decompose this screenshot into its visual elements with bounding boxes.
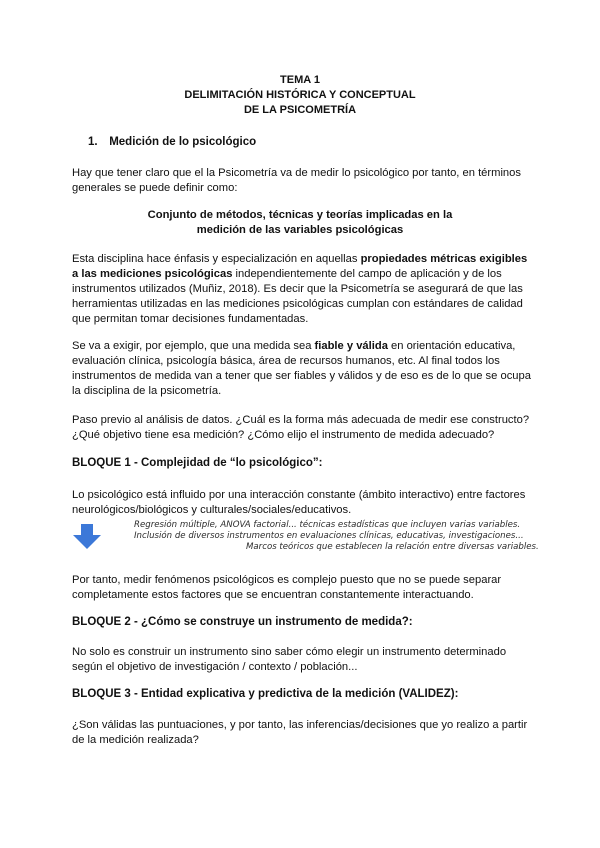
paragraph-line: herramientas utilizadas en las mediciones psicológicas cumplan con estándares de calidad xyxy=(72,298,523,310)
bloque-3-title: BLOQUE 3 - Entidad explicativa y predictiva de la medición (VALIDEZ): xyxy=(72,688,459,700)
intro-line: generales se puede definir como: xyxy=(72,182,238,194)
bloque-1-title: BLOQUE 1 - Complejidad de “lo psicológico”: xyxy=(72,457,323,469)
paragraph-line xyxy=(72,252,532,267)
bold-run: fiable y válida xyxy=(314,340,388,352)
annotation-line: Inclusión de diversos instrumentos en evaluaciones clínicas, educativas, investigaciones... xyxy=(134,531,524,541)
paragraph-line: instrumentos utilizados (Muñiz, 2018). Es decir que la Psicometría se asegurará de que las xyxy=(72,283,523,295)
paragraph-line: de la medición realizada? xyxy=(72,734,199,746)
paragraph-line: instrumentos de medida van a tener que ser fiables y válidos y de eso es de lo que se ocupa xyxy=(72,370,531,382)
bold-run: a las mediciones psicológicas xyxy=(72,268,233,280)
paragraph-line xyxy=(72,267,532,282)
arrow-down-icon xyxy=(72,524,102,550)
text-run: Se va a exigir, por ejemplo, que una medida sea xyxy=(72,340,315,352)
annotation-notes xyxy=(126,520,539,553)
bloque-1-paragraph xyxy=(72,488,532,518)
text-run: independientemente del campo de aplicación y de los xyxy=(232,268,502,280)
paragraph-line: evaluación clínica, psicología básica, área de recursos humanos, etc. Al final todos los xyxy=(72,355,500,367)
intro-paragraph xyxy=(72,166,532,196)
paragraph-line: Lo psicológico está influido por una interacción constante (ámbito interactivo) entre factores xyxy=(72,489,526,501)
definition-line: medición de las variables psicológicas xyxy=(196,224,404,236)
text-run: en orientación educativa, xyxy=(387,340,516,352)
section-heading-text: Medición de lo psicológico xyxy=(109,136,257,148)
title-line-3: DE LA PSICOMETRÍA xyxy=(243,104,357,116)
bloque-1-conclusion xyxy=(72,573,532,603)
section-heading xyxy=(88,136,256,148)
bold-run: propiedades métricas exigibles xyxy=(360,253,528,265)
paragraph-1 xyxy=(72,252,532,327)
paragraph-line: la disciplina de la psicometría. xyxy=(72,385,222,397)
intro-line: Hay que tener claro que el la Psicometría va de medir lo psicológico por tanto, en términos xyxy=(72,167,521,179)
title-line-2: DELIMITACIÓN HISTÓRICA Y CONCEPTUAL xyxy=(184,89,416,101)
bloque-2-paragraph xyxy=(72,645,532,675)
title-line-1: TEMA 1 xyxy=(280,74,320,86)
bloque-2-title: BLOQUE 2 - ¿Cómo se construye un instrumento de medida?: xyxy=(72,616,413,628)
paragraph-2 xyxy=(72,339,532,399)
paragraph-line: Por tanto, medir fenómenos psicológicos es complejo puesto que no se puede separar xyxy=(72,574,502,586)
annotation-line: Regresión múltiple, ANOVA factorial... técnicas estadísticas que incluyen varias variables. xyxy=(134,520,521,530)
paragraph-3 xyxy=(72,413,532,443)
section-number: 1. xyxy=(88,136,98,148)
paragraph-line: Paso previo al análisis de datos. ¿Cuál es la forma más adecuada de medir ese constructo? xyxy=(72,414,530,426)
paragraph-line: que permitan tomar decisiones fundamentadas. xyxy=(72,313,309,325)
definition-line: Conjunto de métodos, técnicas y teorías implicadas en la xyxy=(147,209,453,221)
paragraph-line: ¿Son válidas las puntuaciones, y por tanto, las inferencias/decisiones que yo realizo a partir xyxy=(72,719,528,731)
paragraph-line: completamente estos factores que se encuentran constantemente interactuando. xyxy=(72,589,474,601)
text-run: Esta disciplina hace énfasis y especialización en aquellas xyxy=(72,253,361,265)
definition-block xyxy=(0,208,600,238)
paragraph-line xyxy=(72,339,532,354)
bloque-3-paragraph xyxy=(72,718,532,748)
paragraph-line: según el objetivo de investigación / contexto / población... xyxy=(72,661,358,673)
annotation-line: Marcos teóricos que establecen la relación entre diversas variables. xyxy=(246,542,539,552)
paragraph-line: ¿Qué objetivo tiene esa medición? ¿Cómo elijo el instrumento de medida adecuado? xyxy=(72,429,495,441)
paragraph-line: neurológicos/biológicos y culturales/sociales/educativos. xyxy=(72,504,352,516)
paragraph-line: No solo es construir un instrumento sino saber cómo elegir un instrumento determinado xyxy=(72,646,507,658)
